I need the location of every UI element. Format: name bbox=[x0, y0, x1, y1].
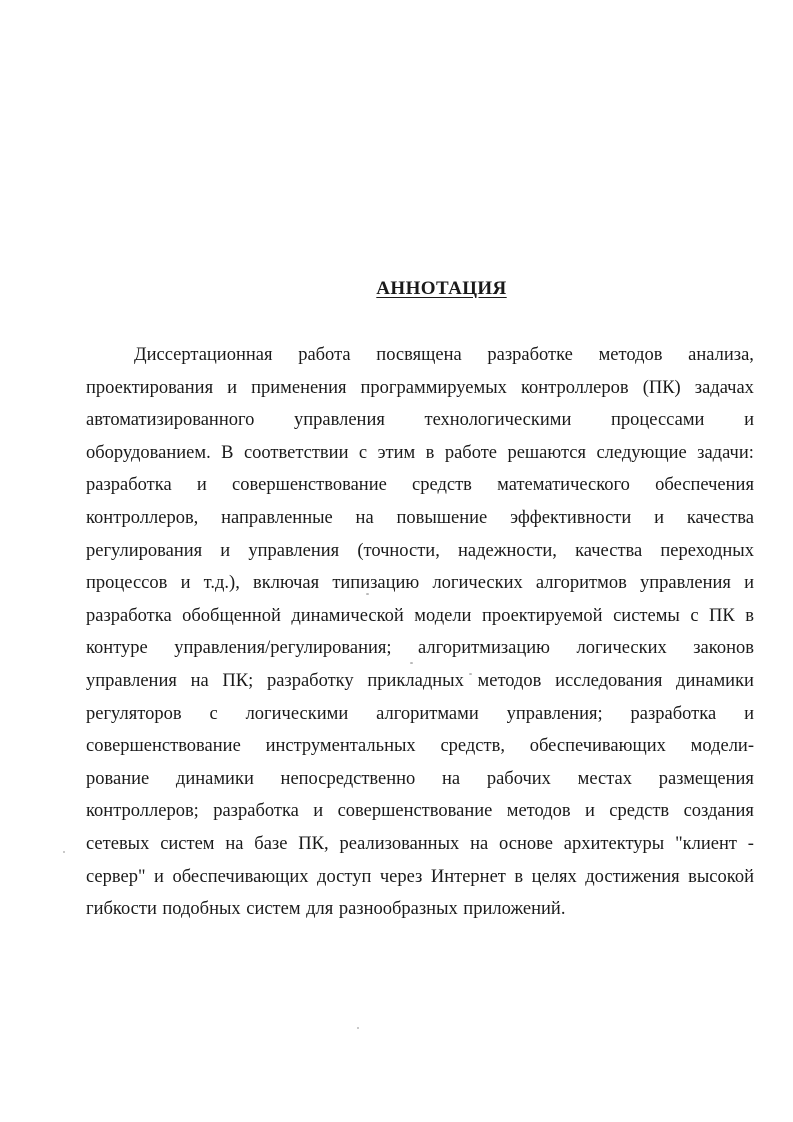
word: технологическими bbox=[424, 410, 572, 431]
word: (ПК) bbox=[642, 377, 681, 398]
word: разработка bbox=[86, 605, 172, 626]
word: соответствии bbox=[243, 442, 349, 463]
scan-speck bbox=[357, 1027, 359, 1029]
word: обеспечивающих bbox=[529, 736, 666, 757]
word: динамики bbox=[175, 768, 254, 789]
word: управления; bbox=[506, 703, 603, 724]
word: "клиент bbox=[675, 834, 737, 854]
word: типизацию bbox=[332, 573, 420, 594]
word: (точности, bbox=[357, 540, 440, 561]
word: на bbox=[470, 834, 489, 854]
paragraph-line bbox=[86, 376, 754, 400]
paragraph-line bbox=[86, 702, 754, 726]
page-title: АННОТАЦИЯ bbox=[376, 278, 507, 299]
word: процессов bbox=[86, 573, 168, 594]
word: разработка bbox=[86, 475, 172, 496]
paragraph-line bbox=[86, 636, 754, 660]
word: и bbox=[180, 573, 191, 594]
word: и bbox=[744, 703, 754, 724]
paragraph-line bbox=[86, 799, 754, 823]
paragraph-line bbox=[86, 506, 754, 530]
word: модели bbox=[414, 605, 472, 626]
word: в bbox=[745, 605, 754, 626]
word: регуляторов bbox=[86, 703, 182, 724]
word: эффективности bbox=[510, 508, 632, 528]
word: Интернет bbox=[430, 866, 506, 887]
word: средств, bbox=[440, 736, 505, 757]
word: логическими bbox=[245, 703, 349, 724]
word: прикладных bbox=[367, 671, 464, 691]
word: систем bbox=[160, 834, 215, 854]
word: через bbox=[379, 866, 423, 887]
word: направленные bbox=[221, 508, 333, 528]
word: работе bbox=[444, 442, 498, 463]
word: гибкости bbox=[86, 899, 157, 920]
word: проектируемой bbox=[481, 605, 603, 626]
word: надежности, bbox=[457, 540, 557, 561]
word: достижения bbox=[585, 866, 680, 887]
word: и bbox=[744, 410, 754, 431]
word: архитектуры bbox=[563, 834, 665, 854]
paragraph-line bbox=[86, 604, 754, 628]
paragraph-line bbox=[86, 441, 754, 465]
word: задачи: bbox=[697, 442, 754, 463]
paragraph-line bbox=[86, 408, 754, 432]
word: разработка bbox=[213, 801, 299, 822]
word: контроллеров; bbox=[86, 801, 199, 822]
word: алгоритмами bbox=[376, 703, 479, 724]
word: проектирования bbox=[86, 377, 214, 398]
word: ПК, bbox=[298, 834, 329, 854]
word: модели- bbox=[690, 736, 754, 757]
scan-speck bbox=[63, 851, 65, 853]
word: контроллеров bbox=[520, 377, 629, 398]
word: управления bbox=[640, 573, 731, 594]
word: сетевых bbox=[86, 834, 150, 854]
word: В bbox=[221, 442, 234, 463]
word: и bbox=[227, 377, 238, 398]
scan-speck bbox=[410, 662, 413, 664]
word: и bbox=[744, 573, 754, 594]
word: этим bbox=[377, 442, 416, 463]
word: основе bbox=[499, 834, 553, 854]
word: контуре bbox=[86, 638, 148, 659]
word: создания bbox=[683, 801, 754, 822]
word: переходных bbox=[660, 540, 754, 561]
word: базе bbox=[254, 834, 288, 854]
word: реализованных bbox=[339, 834, 460, 854]
word: и bbox=[313, 801, 324, 822]
word: качества bbox=[575, 540, 643, 561]
word: программируемых bbox=[360, 377, 507, 398]
word: высокой bbox=[688, 866, 754, 887]
word: ПК bbox=[709, 605, 735, 626]
word: подобных bbox=[162, 899, 241, 920]
word: в bbox=[425, 442, 435, 463]
word: - bbox=[747, 834, 754, 854]
word: качества bbox=[686, 508, 754, 528]
word: совершенствование bbox=[337, 801, 493, 822]
word: и bbox=[220, 540, 231, 561]
word: оборудованием. bbox=[86, 442, 211, 463]
word: т.д.), bbox=[203, 573, 240, 594]
paragraph-line bbox=[86, 865, 754, 889]
word: разработка bbox=[630, 703, 717, 724]
paragraph-line bbox=[86, 897, 754, 921]
word: и bbox=[585, 801, 595, 822]
paragraph-line bbox=[86, 669, 754, 693]
word: решаются bbox=[507, 442, 586, 463]
word: обеспечивающих bbox=[172, 866, 309, 887]
word: динамической bbox=[291, 605, 404, 626]
word: в bbox=[514, 866, 524, 887]
word: средств bbox=[412, 475, 472, 496]
word: повышение bbox=[396, 508, 488, 528]
word: с bbox=[690, 605, 699, 626]
paragraph-line bbox=[86, 767, 754, 791]
word: средств bbox=[609, 801, 670, 822]
word: размещения bbox=[658, 768, 754, 789]
word: и bbox=[154, 866, 164, 887]
word: разработке bbox=[487, 345, 573, 365]
scan-speck bbox=[469, 673, 472, 675]
paragraph-line bbox=[86, 832, 754, 856]
word: посвящена bbox=[376, 345, 462, 365]
word: совершенствование bbox=[232, 475, 387, 496]
word: методов bbox=[477, 671, 542, 691]
paragraph-line bbox=[86, 571, 754, 595]
word: автоматизированного bbox=[86, 410, 255, 431]
scan-speck bbox=[366, 593, 369, 595]
word: целях bbox=[531, 866, 577, 887]
word: работа bbox=[298, 345, 351, 365]
word: доступ bbox=[317, 866, 372, 887]
word: на bbox=[190, 671, 209, 691]
paragraph-line bbox=[86, 539, 754, 563]
word: контроллеров, bbox=[86, 508, 199, 528]
word: совершенствование bbox=[86, 736, 241, 757]
word: с bbox=[358, 442, 368, 463]
word: обобщенной bbox=[182, 605, 281, 626]
word: рование bbox=[86, 768, 150, 789]
word: разнообразных bbox=[338, 899, 458, 920]
word: регулирования bbox=[86, 540, 203, 561]
word: управления bbox=[86, 671, 177, 691]
word: управления bbox=[294, 410, 385, 431]
word: алгоритмов bbox=[535, 573, 627, 594]
word: задачах bbox=[694, 377, 754, 398]
word: Диссертационная bbox=[134, 345, 273, 365]
word: обеспечения bbox=[655, 475, 754, 496]
word: динамики bbox=[676, 671, 754, 691]
word: на bbox=[225, 834, 244, 854]
word: местах bbox=[577, 768, 633, 789]
word: исследования bbox=[555, 671, 663, 691]
word: разработку bbox=[266, 671, 354, 691]
word: логических bbox=[432, 573, 523, 594]
word: инструментальных bbox=[265, 736, 416, 757]
word: управления bbox=[248, 540, 340, 561]
word: управления/регулирования; bbox=[174, 638, 392, 659]
paragraph-line bbox=[86, 473, 754, 497]
word: алгоритмизацию bbox=[418, 638, 550, 659]
word: и bbox=[196, 475, 207, 496]
word: на bbox=[442, 768, 461, 789]
word: систем bbox=[246, 899, 301, 920]
word: рабочих bbox=[486, 768, 551, 789]
word: непосредственно bbox=[280, 768, 416, 789]
word: процессами bbox=[610, 410, 705, 431]
word: методов bbox=[598, 345, 663, 365]
word: методов bbox=[506, 801, 571, 822]
word: анализа, bbox=[688, 345, 754, 365]
paragraph-line bbox=[134, 343, 754, 367]
word: приложений. bbox=[463, 899, 566, 920]
word: сервер" bbox=[86, 866, 146, 887]
word: для bbox=[306, 899, 334, 920]
word: с bbox=[209, 703, 218, 724]
word: системы bbox=[613, 605, 680, 626]
word: применения bbox=[251, 377, 347, 398]
word: на bbox=[355, 508, 374, 528]
paragraph-line bbox=[86, 734, 754, 758]
word: законов bbox=[693, 638, 754, 659]
word: следующие bbox=[596, 442, 687, 463]
word: логических bbox=[576, 638, 667, 659]
word: математического bbox=[497, 475, 630, 496]
word: включая bbox=[253, 573, 320, 594]
word: ПК; bbox=[222, 671, 254, 691]
word: и bbox=[654, 508, 664, 528]
